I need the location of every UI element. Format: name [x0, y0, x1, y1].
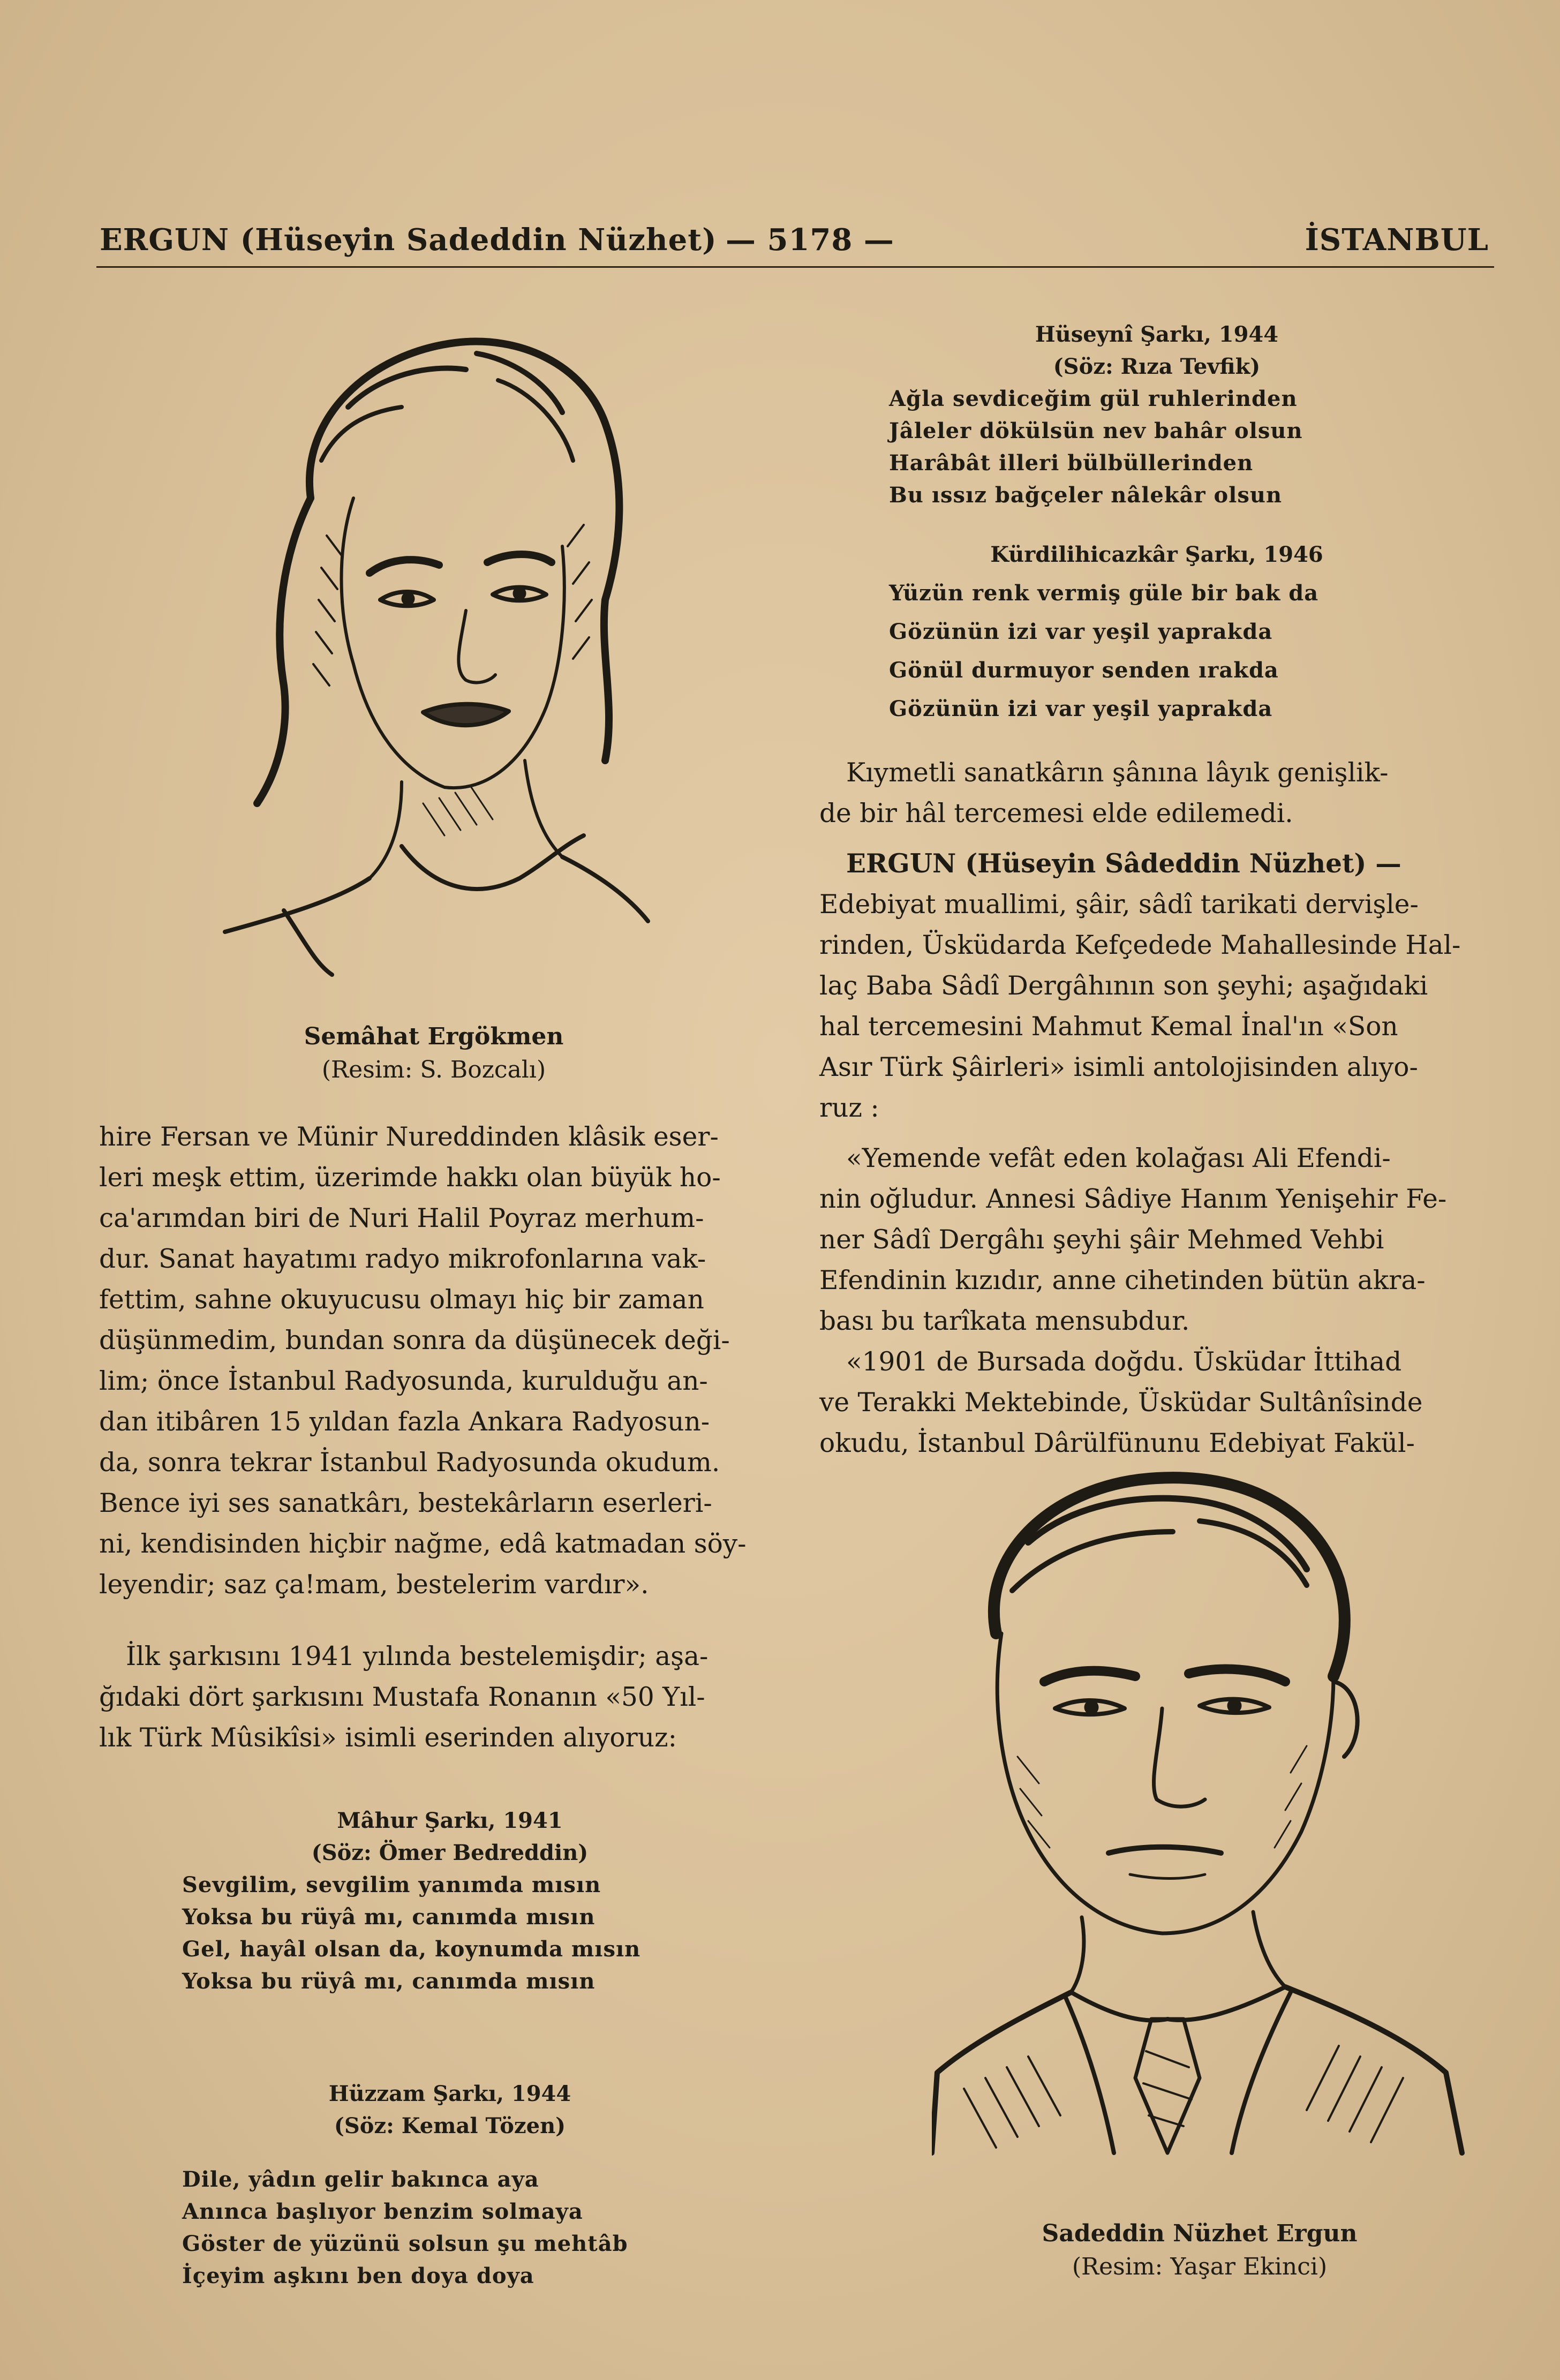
- text-line: lık Türk Mûsikîsi» isimli eserinden alıyoruz:: [99, 1723, 677, 1753]
- text-line: leri meşk ettim, üzerimde hakkı olan büyük ho-: [99, 1163, 721, 1193]
- text-line: ruz :: [819, 1093, 879, 1123]
- text-line: Kıymetli sanatkârın şânına lâyık genişlik-: [846, 758, 1389, 788]
- poem-kurdilihicazkar: [889, 536, 1425, 728]
- running-header: [96, 217, 1494, 270]
- right-entry-text: [819, 843, 1497, 1128]
- poem-line: Göster de yüzünü solsun şu mehtâb: [182, 2231, 628, 2256]
- caption-name: Semâhat Ergökmen: [304, 1023, 564, 1050]
- poem-line: Anınca başlıyor benzim solmaya: [182, 2199, 583, 2224]
- poem-line: Yoksa bu rüyâ mı, canımda mısın: [182, 1969, 596, 1994]
- text-line: dur. Sanat hayatımı radyo mikrofonlarına vak-: [99, 1244, 706, 1274]
- text-line: Edebiyat muallimi, şâir, sâdî tarikati dervişle-: [819, 890, 1419, 920]
- header-city: İSTANBUL: [1305, 222, 1489, 258]
- left-intro-text: [99, 1636, 795, 1758]
- poem-line: Bu ıssız bağçeler nâlekâr olsun: [889, 483, 1283, 508]
- poem-credit: (Söz: Ömer Bedreddin): [311, 1840, 589, 1865]
- text-line: Asır Türk Şâirleri» isimli antolojisinden alıyo-: [819, 1052, 1418, 1082]
- poem-mahur: [182, 1805, 718, 1998]
- poem-huseyni: [889, 319, 1425, 511]
- page-number: — 5178 —: [726, 222, 894, 258]
- text-line: «1901 de Bursada doğdu. Üsküdar İttihad: [846, 1347, 1402, 1377]
- poem-credit: (Söz: Rıza Tevfik): [1053, 354, 1261, 379]
- poem-line: Gel, hayâl olsan da, koynumda mısın: [182, 1937, 641, 1962]
- text-line: «Yemende vefât eden kolağası Ali Efendi-: [846, 1143, 1391, 1173]
- poem-title: Hüseynî Şarkı, 1944: [1035, 322, 1279, 347]
- poem-line: Yüzün renk vermiş güle bir bak da: [889, 581, 1319, 606]
- caption-name: Sadeddin Nüzhet Ergun: [1042, 2220, 1358, 2247]
- poem-line: Dile, yâdın gelir bakınca aya: [182, 2167, 539, 2192]
- right-note-text: [819, 752, 1497, 834]
- poem-credit: (Söz: Kemal Tözen): [334, 2113, 566, 2138]
- text-line: ğıdaki dört şarkısını Mustafa Ronanın «50 Yıl-: [99, 1682, 705, 1712]
- text-line: leyendir; saz ça!mam, bestelerim vardır».: [99, 1570, 649, 1600]
- text-line: lim; önce İstanbul Radyosunda, kurulduğu an-: [99, 1366, 708, 1396]
- poem-huzzam: [182, 2078, 718, 2292]
- text-line: fettim, sahne okuyucusu olmayı hiç bir zaman: [99, 1285, 704, 1315]
- right-quote-text: [819, 1138, 1497, 1464]
- text-line: Bence iyi ses sanatkârı, bestekârların eserleri-: [99, 1488, 712, 1518]
- poem-line: Jâleler dökülsün nev bahâr olsun: [889, 418, 1303, 443]
- poem-line: İçeyim aşkını ben doya doya: [182, 2263, 534, 2288]
- caption-credit: (Resim: S. Bozcalı): [321, 1056, 546, 1083]
- poem-title: Mâhur Şarkı, 1941: [337, 1808, 563, 1833]
- text-line: rinden, Üsküdarda Kefçedede Mahallesinde Hal-: [819, 930, 1461, 960]
- entry-heading: ERGUN (Hüseyin Sâdeddin Nüzhet) —: [846, 848, 1401, 879]
- text-line: de bir hâl tercemesi elde edilemedi.: [819, 799, 1293, 829]
- caption-bottom-portrait: [959, 2217, 1441, 2284]
- text-line: ni, kendisinden hiçbir nağme, edâ katmadan söy-: [99, 1529, 747, 1559]
- text-line: da, sonra tekrar İstanbul Radyosunda okudum.: [99, 1448, 720, 1478]
- left-body-text: [99, 1117, 795, 1605]
- text-line: dan itibâren 15 yıldan fazla Ankara Radyosun-: [99, 1407, 710, 1437]
- text-line: nin oğludur. Annesi Sâdiye Hanım Yenişehir Fe-: [819, 1184, 1447, 1214]
- text-line: ca'arımdan biri de Nuri Halil Poyraz merhum-: [99, 1203, 704, 1233]
- header-rule-right: [1050, 266, 1494, 268]
- portrait-semahat-ergokmen: [177, 321, 691, 980]
- text-line: ve Terakki Mektebinde, Üsküdar Sultânîsinde: [819, 1388, 1423, 1418]
- header-rule-left: [96, 266, 1050, 268]
- poem-line: Gözünün izi var yeşil yaprakda: [889, 696, 1273, 721]
- caption-credit: (Resim: Yaşar Ekinci): [1072, 2253, 1328, 2280]
- portrait-sadeddin-nuzhet-ergun: [932, 1457, 1467, 2158]
- text-line: hal tercemesini Mahmut Kemal İnal'ın «Son: [819, 1012, 1398, 1042]
- text-line: hire Fersan ve Münir Nureddinden klâsik eser-: [99, 1122, 719, 1152]
- caption-top-portrait: [257, 1020, 611, 1087]
- text-line: okudu, İstanbul Dârülfünunu Edebiyat Fakül-: [819, 1428, 1415, 1458]
- poem-line: Ağla sevdiceğim gül ruhlerinden: [889, 386, 1298, 411]
- text-line: laç Baba Sâdî Dergâhının son şeyhi; aşağıdaki: [819, 971, 1428, 1001]
- text-line: bası bu tarîkata mensubdur.: [819, 1306, 1190, 1336]
- text-line: Efendinin kızıdır, anne cihetinden bütün akra-: [819, 1266, 1426, 1296]
- poem-line: Harâbât illeri bülbüllerinden: [889, 450, 1254, 476]
- text-line: düşünmedim, bundan sonra da düşünecek deği-: [99, 1325, 730, 1355]
- poem-title: Hüzzam Şarkı, 1944: [328, 2081, 571, 2106]
- poem-title: Kürdilihicazkâr Şarkı, 1946: [990, 542, 1323, 567]
- poem-line: Gönül durmuyor senden ırakda: [889, 658, 1279, 683]
- poem-line: Yoksa bu rüyâ mı, canımda mısın: [182, 1904, 596, 1930]
- text-line: ner Sâdî Dergâhı şeyhi şâir Mehmed Vehbi: [819, 1225, 1384, 1255]
- text-line: İlk şarkısını 1941 yılında bestelemişdir; aşa-: [126, 1641, 709, 1671]
- poem-line: Gözünün izi var yeşil yaprakda: [889, 619, 1273, 644]
- header-entry-name: ERGUN (Hüseyin Sadeddin Nüzhet): [100, 222, 717, 258]
- poem-line: Sevgilim, sevgilim yanımda mısın: [182, 1872, 601, 1897]
